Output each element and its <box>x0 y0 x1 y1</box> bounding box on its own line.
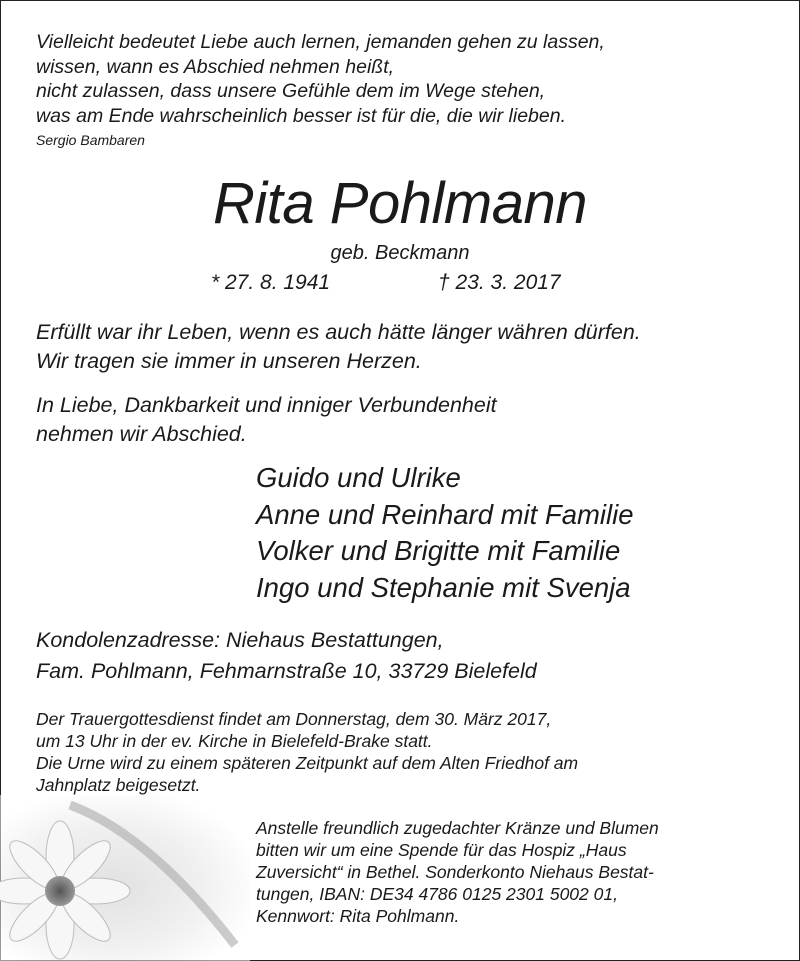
donation-line: tungen, IBAN: DE34 4786 0125 2301 5002 01, <box>256 884 618 904</box>
family-member: Ingo und Stephanie mit Svenja <box>256 571 631 603</box>
service-line: um 13 Uhr in der ev. Kirche in Bielefeld-Brake statt. <box>36 731 433 751</box>
born-name: geb. Beckmann <box>330 242 470 264</box>
message-paragraph-2 <box>36 391 497 449</box>
family-member: Volker und Brigitte mit Familie <box>256 535 621 566</box>
family-member: Anne und Reinhard mit Familie <box>256 498 634 530</box>
poem-line: Vielleicht bedeutet Liebe auch lernen, jemanden gehen zu lassen, <box>36 31 605 53</box>
address-line: Kondolenzadresse: Niehaus Bestattungen, <box>36 628 444 652</box>
donation-line: bitten wir um eine Spende für das Hospiz „Haus <box>256 840 627 860</box>
message-line: nehmen wir Abschied. <box>36 422 247 446</box>
donation-line: Anstelle freundlich zugedachter Kränze und Blumen <box>256 818 659 838</box>
deceased-name: Rita Pohlmann <box>213 171 587 236</box>
poem <box>36 30 605 128</box>
service-line: Jahnplatz beigesetzt. <box>36 775 201 795</box>
family-member: Guido und Ulrike <box>256 462 461 493</box>
service-line: Der Trauergottesdienst findet am Donnerstag, dem 30. März 2017, <box>36 709 552 729</box>
address-line: Fam. Pohlmann, Fehmarnstraße 10, 33729 Bielefeld <box>36 659 537 683</box>
poem-author: Sergio Bambaren <box>36 132 145 148</box>
message-line: In Liebe, Dankbarkeit und inniger Verbundenheit <box>36 393 497 417</box>
message-line: Wir tragen sie immer in unseren Herzen. <box>36 349 422 373</box>
poem-line: wissen, wann es Abschied nehmen heißt, <box>36 55 395 78</box>
service-info <box>36 708 578 796</box>
death-date: † 23. 3. 2017 <box>438 271 561 294</box>
message-paragraph-1 <box>36 318 641 376</box>
donation-info <box>256 817 659 927</box>
donation-line: Zuversicht“ in Bethel. Sonderkonto Niehaus Bestat- <box>256 862 654 882</box>
service-line: Die Urne wird zu einem späteren Zeitpunkt auf dem Alten Friedhof am <box>36 753 579 773</box>
family-list <box>256 460 634 606</box>
condolence-address <box>36 625 537 687</box>
gerbera-flower-image <box>0 795 250 961</box>
poem-line: was am Ende wahrscheinlich besser ist für die, die wir lieben. <box>36 104 566 127</box>
donation-line: Kennwort: Rita Pohlmann. <box>256 906 460 926</box>
message-line: Erfüllt war ihr Leben, wenn es auch hätte länger währen dürfen. <box>36 320 641 344</box>
birth-date: * 27. 8. 1941 <box>211 271 331 294</box>
poem-line: nicht zulassen, dass unsere Gefühle dem im Wege stehen, <box>36 80 546 102</box>
